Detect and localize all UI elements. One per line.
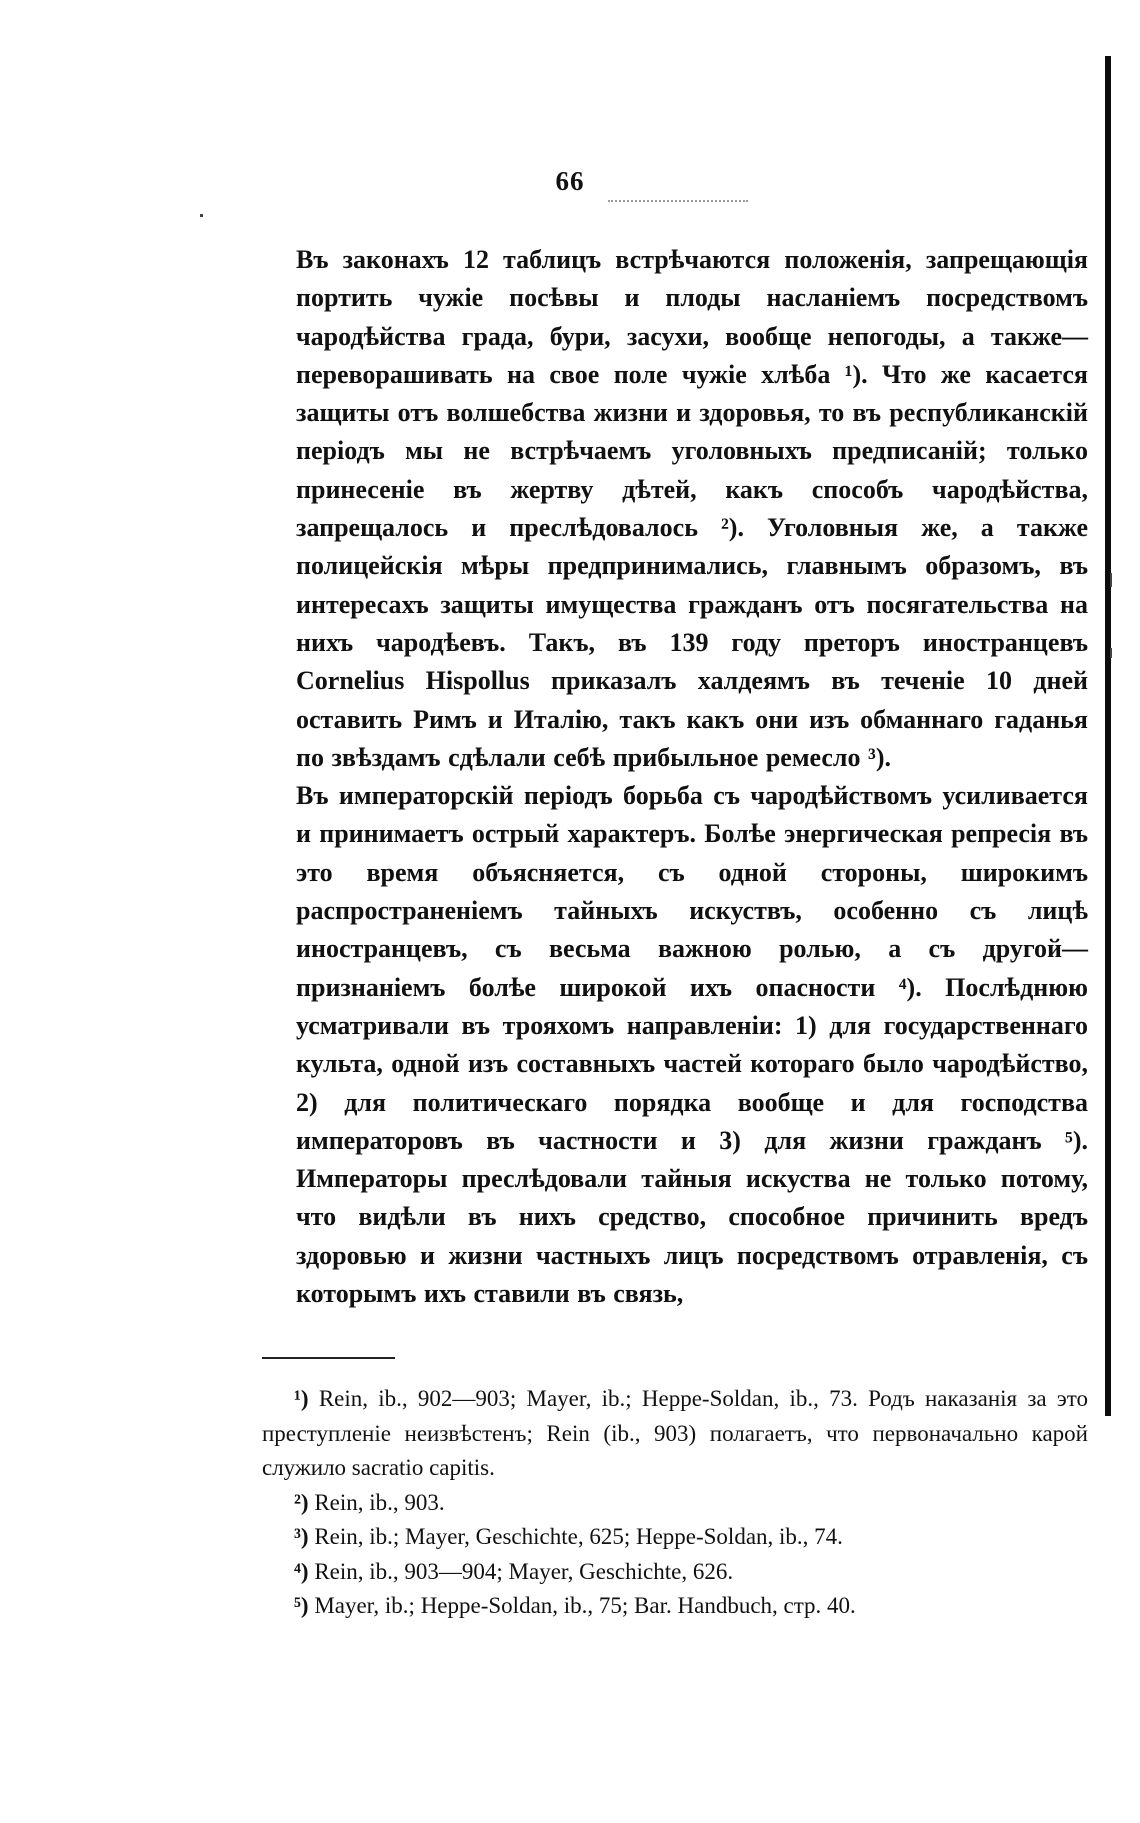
page-number-rule — [608, 200, 748, 202]
footnote-mark: ²) — [294, 1489, 309, 1515]
footnote-text: Rein, ib., 903. — [314, 1489, 445, 1515]
footnote-text: Rein, ib., 903—904; Mayer, Geschichte, 626. — [314, 1558, 734, 1584]
scan-edge-bar — [1105, 56, 1111, 1416]
footnote-mark: ³) — [294, 1524, 309, 1549]
footnote-4 — [262, 1555, 1088, 1590]
footnote-divider — [262, 1357, 395, 1359]
paragraph-1: Въ законахъ 12 таблицъ встрѣчаются положенія, запрещающія портить чужіе посѣвы и плоды насланіемъ посредствомъ чародѣйства града, бури, засухи, вообще непогоды, а также—переворашивать на свое поле чужіе хлѣба ¹). Что же касается защиты отъ волшебства жизни и здоровья, то въ республиканскій періодъ мы не встрѣчаемъ уголовныхъ предписаній; только принесеніе въ жертву дѣтей, какъ способъ чародѣйства, запрещалось и преслѣдовалось ²). Уголовныя же, а также полицейскія мѣры предпринимались, главнымъ образомъ, въ интересахъ защиты имущества гражданъ отъ посягательства на нихъ чародѣевъ. Такъ, въ 139 году преторъ иностранцевъ Cornelius Hispollus приказалъ халдеямъ въ теченіе 10 дней оставить Римъ и Италію, такъ какъ они изъ обманнаго гаданья по звѣздамъ сдѣлали себѣ прибыльное ремесло ³). — [296, 245, 1088, 772]
footnote-mark: ⁵) — [294, 1593, 309, 1618]
footnote-2 — [262, 1486, 1088, 1521]
footnote-mark: ⁴) — [294, 1558, 309, 1584]
footnote-1 — [262, 1382, 1088, 1486]
footnote-mark: ¹) — [294, 1386, 309, 1411]
scan-speck — [200, 214, 203, 217]
footnote-5 — [262, 1589, 1088, 1624]
footnote-text: Rein, ib.; Mayer, Geschichte, 625; Heppe-Soldan, ib., 74. — [314, 1524, 843, 1549]
footnote-3 — [262, 1520, 1088, 1555]
footnote-text: Mayer, ib.; Heppe-Soldan, ib., 75; Bar. Handbuch, стр. 40. — [314, 1593, 856, 1618]
scan-speck — [1110, 648, 1112, 658]
main-text — [296, 241, 1088, 1313]
footnote-text: Rein, ib., 902—903; Mayer, ib.; Heppe-Soldan, ib., 73. Родъ наказанія за это преступленіе неизвѣстенъ; Rein (ib., 903) полагаетъ, что первоначально карой служило sacratio capitis. — [262, 1386, 1089, 1480]
page-number: 66 — [555, 166, 585, 196]
paragraph-2: Въ императорскій періодъ борьба съ чародѣйствомъ усиливается и принимаетъ острый характеръ. Болѣе энергическая репресія въ это время объясняется, съ одной стороны, широкимъ распространеніемъ тайныхъ искуствъ, особенно съ лицѣ иностранцевъ, съ весьма важною ролью, а съ другой—признаніемъ болѣе широкой ихъ опасности ⁴). Послѣднюю усматривали въ трояхомъ направленіи: 1) для государственнаго культа, одной изъ составныхъ частей котораго было чародѣйство, 2) для политическаго порядка вообще и для господства императоровъ въ частности и 3) для жизни гражданъ ⁵). Императоры преслѣдовали тайныя искуства не только потому, что видѣли въ нихъ средство, способное причинить вредъ здоровью и жизни частныхъ лицъ посредствомъ отравленія, съ которымъ ихъ ставили въ связь, — [296, 781, 1088, 1309]
scan-speck — [1110, 573, 1112, 587]
footnotes — [262, 1382, 1088, 1624]
